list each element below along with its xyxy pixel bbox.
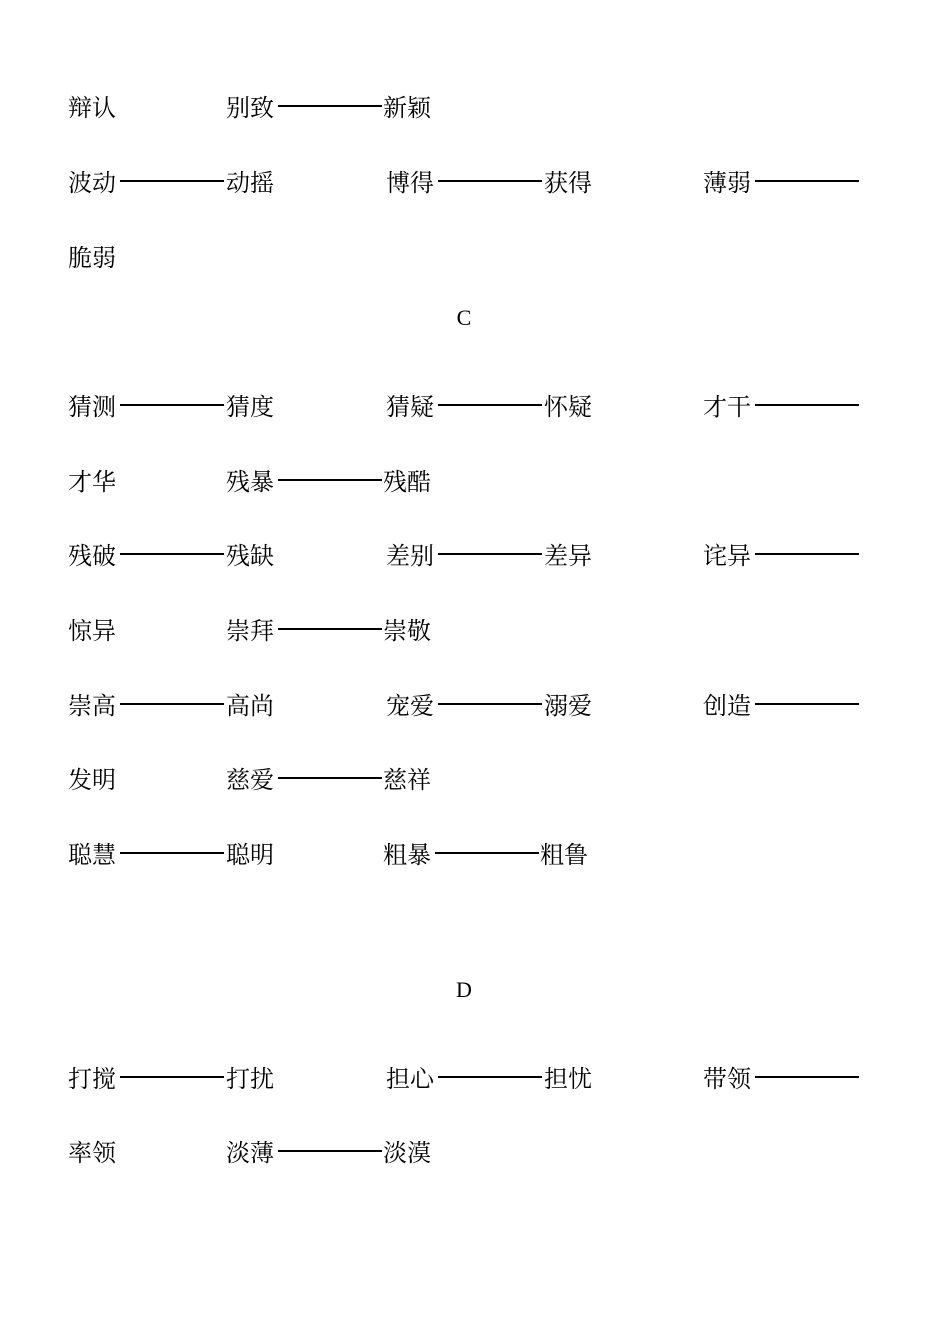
word-shuailing: 率领 bbox=[68, 1139, 116, 1167]
section-heading-c: C bbox=[456, 305, 472, 330]
word-chongbai: 崇拜 bbox=[226, 617, 274, 645]
word-cubao: 粗暴 bbox=[383, 841, 431, 869]
connector-line bbox=[120, 1076, 224, 1078]
word-niai: 溺爱 bbox=[544, 692, 592, 720]
connector-line bbox=[755, 404, 859, 406]
word-caiyi: 猜疑 bbox=[386, 393, 434, 421]
word-chongai: 宠爱 bbox=[386, 692, 434, 720]
word-danyou: 担忧 bbox=[544, 1065, 592, 1093]
connector-line bbox=[755, 553, 859, 555]
word-xinying: 新颖 bbox=[383, 94, 431, 122]
word-cixiang: 慈祥 bbox=[383, 766, 431, 794]
word-congming: 聪明 bbox=[226, 841, 274, 869]
connector-line bbox=[438, 703, 542, 705]
connector-line bbox=[438, 404, 542, 406]
word-ciai: 慈爱 bbox=[226, 766, 274, 794]
word-jingyi: 惊异 bbox=[68, 617, 116, 645]
word-dailing: 带领 bbox=[703, 1065, 751, 1093]
word-huaiyi: 怀疑 bbox=[544, 393, 592, 421]
word-biezhi: 别致 bbox=[226, 94, 274, 122]
word-gaoshang: 高尚 bbox=[226, 692, 274, 720]
word-chayi: 差异 bbox=[544, 542, 592, 570]
word-danbo: 淡薄 bbox=[226, 1139, 274, 1167]
connector-line bbox=[120, 180, 224, 182]
connector-line bbox=[120, 404, 224, 406]
connector-line bbox=[278, 628, 382, 630]
word-huode: 获得 bbox=[544, 169, 592, 197]
connector-line bbox=[120, 852, 224, 854]
connector-line bbox=[755, 703, 859, 705]
word-caiduo: 猜度 bbox=[226, 393, 274, 421]
word-canbao: 残暴 bbox=[226, 468, 274, 496]
word-danxin: 担心 bbox=[386, 1065, 434, 1093]
connector-line bbox=[120, 553, 224, 555]
word-dongyao: 动摇 bbox=[226, 169, 274, 197]
word-chayi-surprise: 诧异 bbox=[703, 542, 751, 570]
word-cuiruo: 脆弱 bbox=[68, 244, 116, 272]
connector-line bbox=[278, 105, 382, 107]
connector-line bbox=[278, 479, 382, 481]
connector-line bbox=[278, 1150, 382, 1152]
word-bodong: 波动 bbox=[68, 169, 116, 197]
connector-line bbox=[120, 703, 224, 705]
word-dajiao: 打搅 bbox=[68, 1065, 116, 1093]
word-caigan: 才干 bbox=[703, 393, 751, 421]
word-culu: 粗鲁 bbox=[540, 841, 588, 869]
word-bianren: 辩认 bbox=[68, 94, 116, 122]
connector-line bbox=[438, 1076, 542, 1078]
word-chabie: 差别 bbox=[386, 542, 434, 570]
word-canpo: 残破 bbox=[68, 542, 116, 570]
connector-line bbox=[438, 180, 542, 182]
connector-line bbox=[755, 180, 859, 182]
word-faming: 发明 bbox=[68, 766, 116, 794]
connector-line bbox=[438, 553, 542, 555]
word-caice: 猜测 bbox=[68, 393, 116, 421]
word-caihua: 才华 bbox=[68, 468, 116, 496]
word-bode: 博得 bbox=[386, 169, 434, 197]
word-chonggao: 崇高 bbox=[68, 692, 116, 720]
word-conghui: 聪慧 bbox=[68, 841, 116, 869]
word-danmo: 淡漠 bbox=[383, 1139, 431, 1167]
word-chongjing: 崇敬 bbox=[383, 617, 431, 645]
connector-line bbox=[755, 1076, 859, 1078]
word-chuangzao: 创造 bbox=[703, 692, 751, 720]
word-canku: 残酷 bbox=[383, 468, 431, 496]
section-heading-d: D bbox=[456, 977, 472, 1002]
word-canque: 残缺 bbox=[226, 542, 274, 570]
connector-line bbox=[435, 852, 539, 854]
word-boruo: 薄弱 bbox=[703, 169, 751, 197]
word-darao: 打扰 bbox=[226, 1065, 274, 1093]
connector-line bbox=[278, 777, 382, 779]
